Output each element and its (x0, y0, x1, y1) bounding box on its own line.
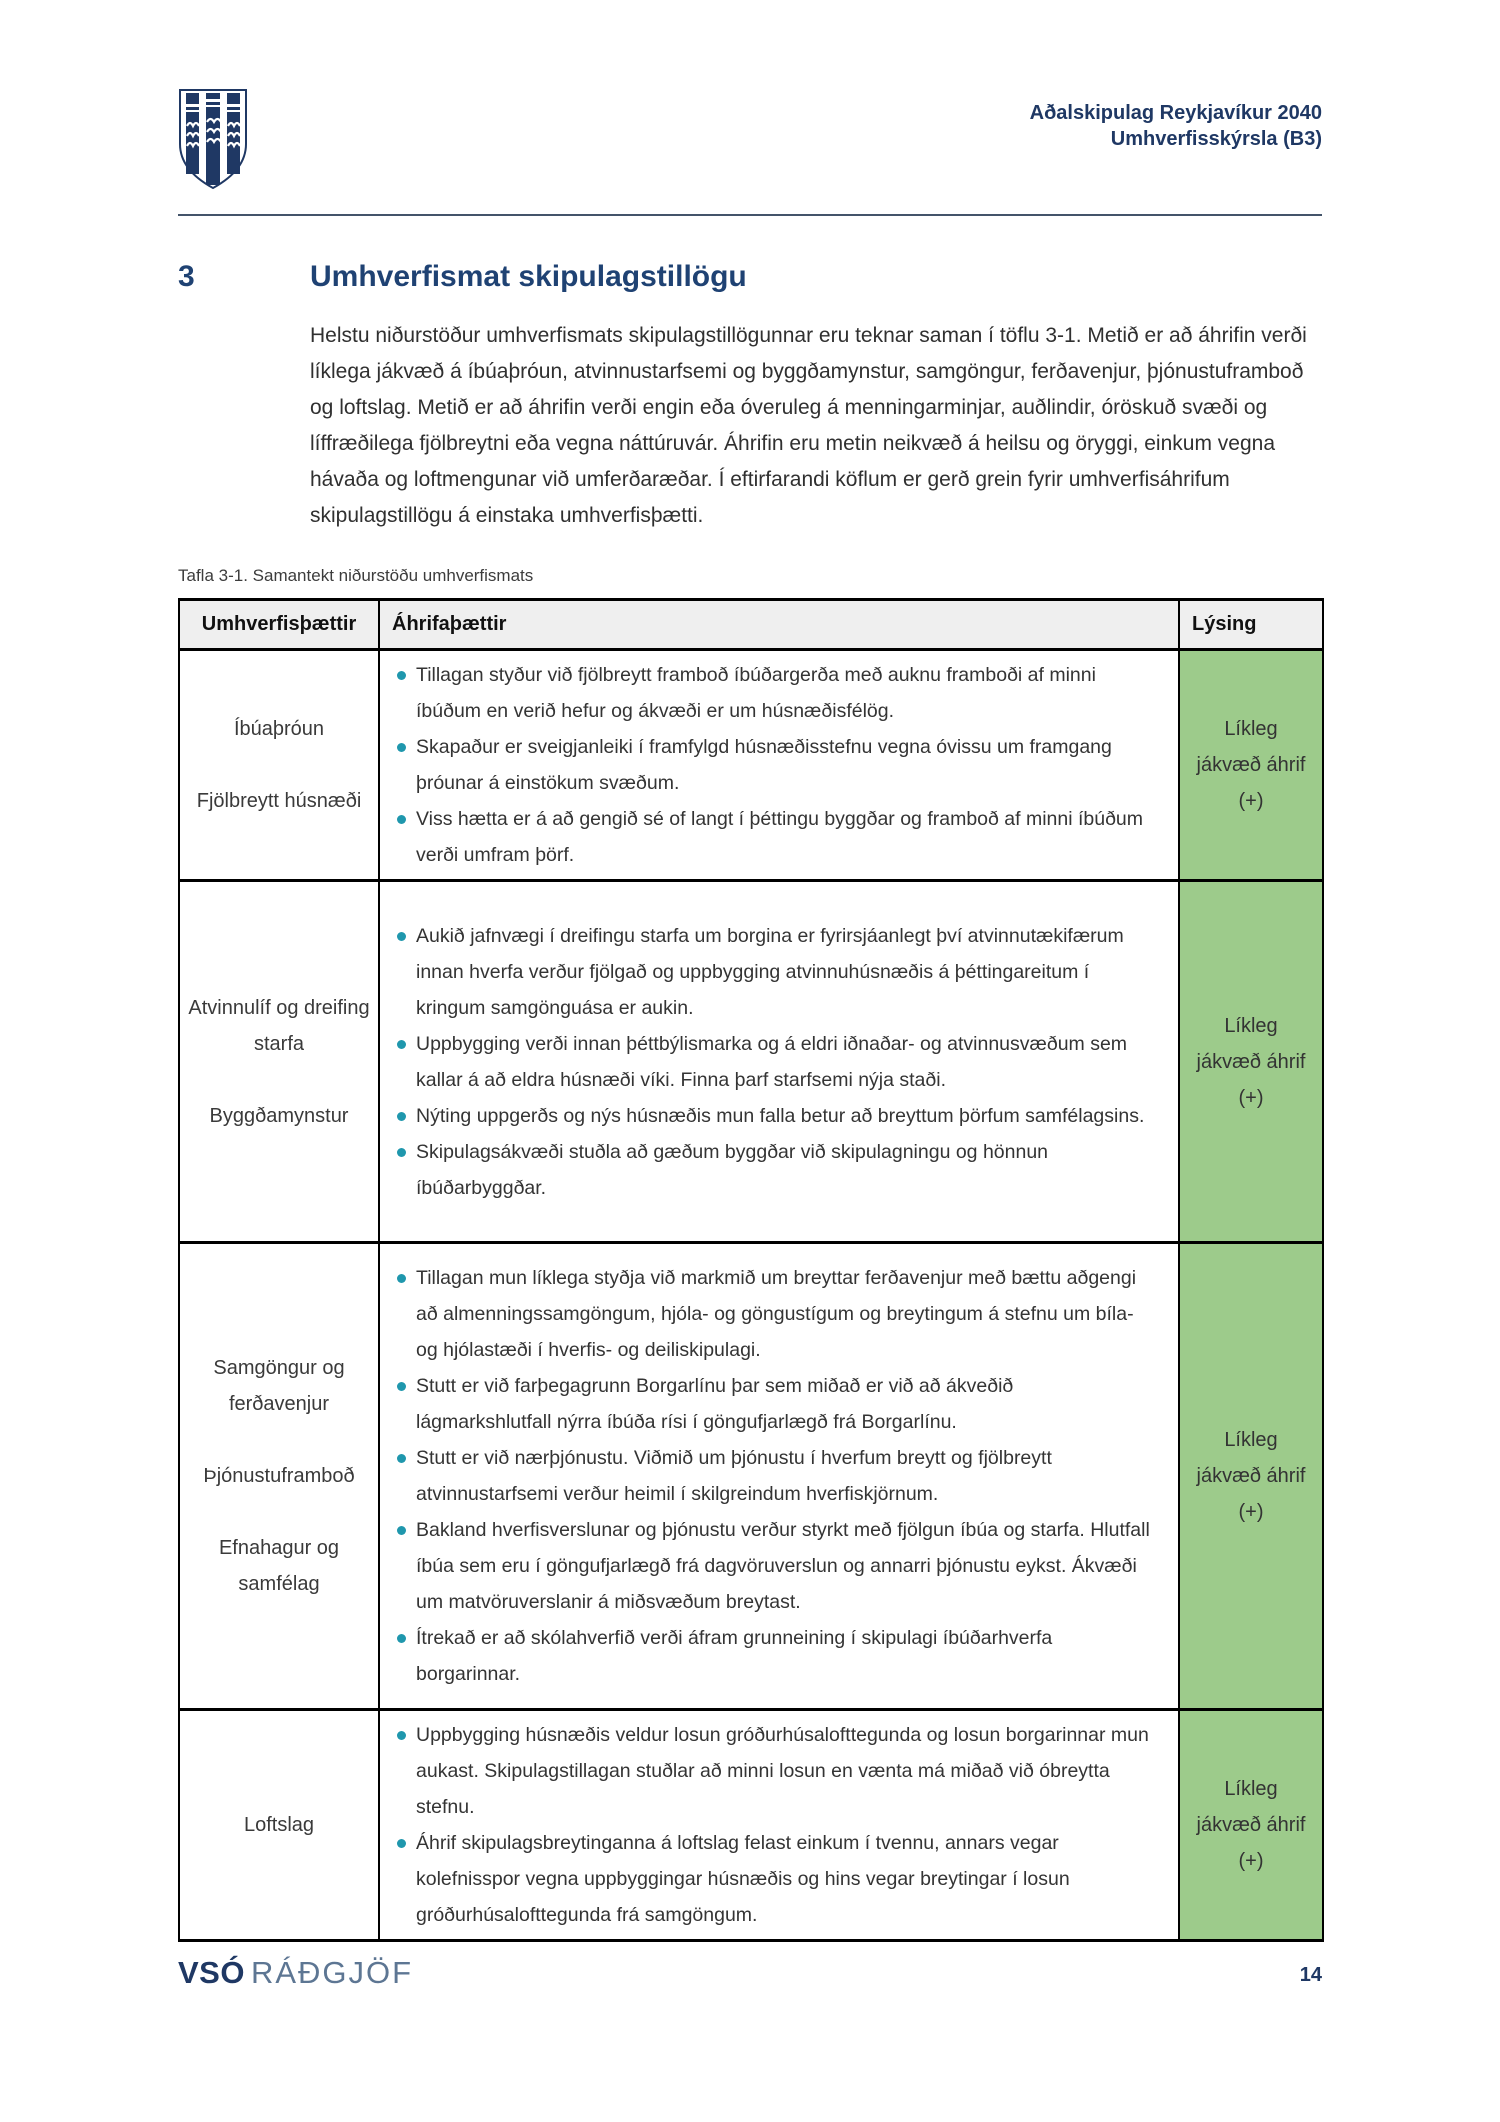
environmental-factor-cell (179, 1710, 379, 1941)
environmental-assessment-table (178, 598, 1324, 1942)
factor-line: Samgöngur og ferðavenjur (213, 1357, 345, 1415)
bullet-item: Skapaður er sveigjanleiki í framfylgd húsnæðisstefnu vegna óvissu um framgang þróunar á einstökum svæðum. (392, 729, 1152, 801)
rating-label: Líkleg jákvæð áhrif (+) (1196, 718, 1306, 812)
column-header-umhverfisthaettir: Umhverfisþættir (179, 600, 379, 650)
vso-logo-text: VSÓ (178, 1955, 245, 1990)
factor-line: Íbúaþróun (233, 718, 325, 740)
bullet-item: Ítrekað er að skólahverfið verði áfram grunneining í skipulagi íbúðarhverfa borgarinnar. (392, 1620, 1152, 1692)
radgjof-logo-text: RÁÐGJÖF (250, 1955, 414, 1990)
rating-cell (1179, 1243, 1323, 1710)
column-header-ahrifathaettir: Áhrifaþættir (379, 600, 1179, 650)
bullet-item: Nýting uppgerðs og nýs húsnæðis mun falla betur að breyttum þörfum samfélagsins. (392, 1098, 1152, 1134)
factor-line: Þjónustuframboð (203, 1465, 355, 1487)
section-number: 3 (178, 260, 195, 293)
bullet-item: Aukið jafnvægi í dreifingu starfa um borgina er fyrirsjáanlegt því atvinnutækifærum innan hverfa verður fjölgað og uppbygging atvinnuhúsnæðis á þéttingareitum í kringum samgönguása er aukin. (392, 918, 1152, 1026)
report-title-block (1030, 100, 1322, 152)
reykjavik-coat-of-arms-logo (178, 88, 248, 190)
section-title: Umhverfismat skipulagstillögu (310, 260, 747, 293)
document-page (178, 0, 1322, 1942)
factor-line: Atvinnulíf og dreifing starfa (188, 996, 370, 1055)
bullet-item: Viss hætta er á að gengið sé of langt í þéttingu byggðar og framboð af minni íbúðum verði umfram þörf. (392, 801, 1152, 873)
page-footer (178, 1956, 1322, 1990)
impact-bullets-cell (379, 1710, 1179, 1941)
factor-line: Efnahagur og samfélag (218, 1537, 340, 1595)
header-divider (178, 214, 1322, 216)
column-header-lysing: Lýsing (1179, 600, 1323, 650)
table-row (179, 650, 1323, 881)
table-row (179, 1243, 1323, 1710)
environmental-factor-cell (179, 881, 379, 1243)
table-row (179, 881, 1323, 1243)
page-header (178, 0, 1322, 190)
bullet-item: Tillagan mun líklega styðja við markmið um breyttar ferðavenjur með bættu aðgengi að almenningssamgöngum, hjóla- og göngustígum og breytingum á stefnu um bíla- og hjólastæði í hverfis- og deiliskipulagi. (392, 1260, 1152, 1368)
environmental-factor-cell (179, 650, 379, 881)
bullet-item: Áhrif skipulagsbreytinganna á loftslag felast einkum í tvennu, annars vegar kolefnisspor vegna uppbyggingar húsnæðis og hins vegar breytingar í losun gróðurhúsalofttegunda frá samgöngum. (392, 1825, 1152, 1933)
bullet-item: Tillagan styður við fjölbreytt framboð íbúðargerða með auknu framboði af minni íbúðum en verið hefur og ákvæði er um húsnæðisfélög. (392, 657, 1152, 729)
rating-cell (1179, 1710, 1323, 1941)
bullet-item: Bakland hverfisverslunar og þjónustu verður styrkt með fjölgun íbúa og starfa. Hlutfall íbúa sem eru í göngufjarlægð frá dagvöruverslun og annarri þjónustu eykst. Ákvæði um matvöruverslanir á miðsvæðum breytast. (392, 1512, 1152, 1620)
rating-label: Líkleg jákvæð áhrif (+) (1196, 1014, 1306, 1109)
impact-bullets-cell (379, 881, 1179, 1243)
impact-bullets-cell (379, 650, 1179, 881)
factor-line: Loftslag (243, 1814, 315, 1836)
bullet-item: Skipulagsákvæði stuðla að gæðum byggðar við skipulagningu og hönnun íbúðarbyggðar. (392, 1134, 1152, 1206)
impact-bullets-cell (379, 1243, 1179, 1710)
report-title-line1: Aðalskipulag Reykjavíkur 2040 (1029, 102, 1322, 124)
bullet-item: Uppbygging verði innan þéttbýlismarka og á eldri iðnaðar- og atvinnusvæðum sem kallar á að eldra húsnæði víki. Finna þarf starfsemi nýja staði. (392, 1026, 1152, 1098)
bullet-item: Uppbygging húsnæðis veldur losun gróðurhúsalofttegunda og losun borgarinnar mun aukast. Skipulagstillagan stuðlar að minni losun en vænta má miðað við óbreytta stefnu. (392, 1717, 1152, 1825)
table-row (179, 1710, 1323, 1941)
page-number: 14 (1299, 1964, 1322, 1986)
rating-cell (1179, 650, 1323, 881)
rating-label: Líkleg jákvæð áhrif (+) (1196, 1778, 1306, 1872)
bullet-item: Stutt er við farþegagrunn Borgarlínu þar sem miðað er við að ákveðið lágmarkshlutfall nýrra íbúða rísi í göngufjarlægð frá Borgarlínu. (392, 1368, 1152, 1440)
vso-radgjof-logo (178, 1956, 413, 1990)
rating-label: Líkleg jákvæð áhrif (+) (1196, 1429, 1306, 1523)
intro-paragraph: Helstu niðurstöður umhverfismats skipulagstillögunnar eru teknar saman í töflu 3-1. Metið er að áhrifin verði líklega jákvæð á íbúaþróun, atvinnustarfsemi og byggðamynstur, samgöngur, ferðavenjur, þjónustuframboð og loftslag. Metið er að áhrifin verði engin eða óveruleg á menningarminjar, auðlindir, óröskuð svæði og líffræðilega fjölbreytni eða vegna náttúruvár. Áhrifin eru metin neikvæð á heilsu og öryggi, einkum vegna hávaða og loftmengunar við umferðaræðar. Í eftirfarandi köflum er gerð grein fyrir umhverfisáhrifum skipulagstillögu á einstaka umhverfisþætti. (310, 324, 1307, 527)
factor-line: Byggðamynstur (209, 1104, 349, 1127)
environmental-factor-cell (179, 1243, 379, 1710)
bullet-item: Stutt er við nærþjónustu. Viðmið um þjónustu í hverfum breytt og fjölbreytt atvinnustarfsemi verður heimil í skilgreindum hverfiskjörnum. (392, 1440, 1152, 1512)
report-title-line2: Umhverfisskýrsla (B3) (1110, 128, 1322, 150)
factor-line: Fjölbreytt húsnæði (196, 790, 362, 812)
section-heading (178, 260, 1322, 294)
table-caption: Tafla 3-1. Samantekt niðurstöðu umhverfismats (178, 566, 534, 585)
rating-cell (1179, 881, 1323, 1243)
table-header-row (179, 600, 1323, 650)
